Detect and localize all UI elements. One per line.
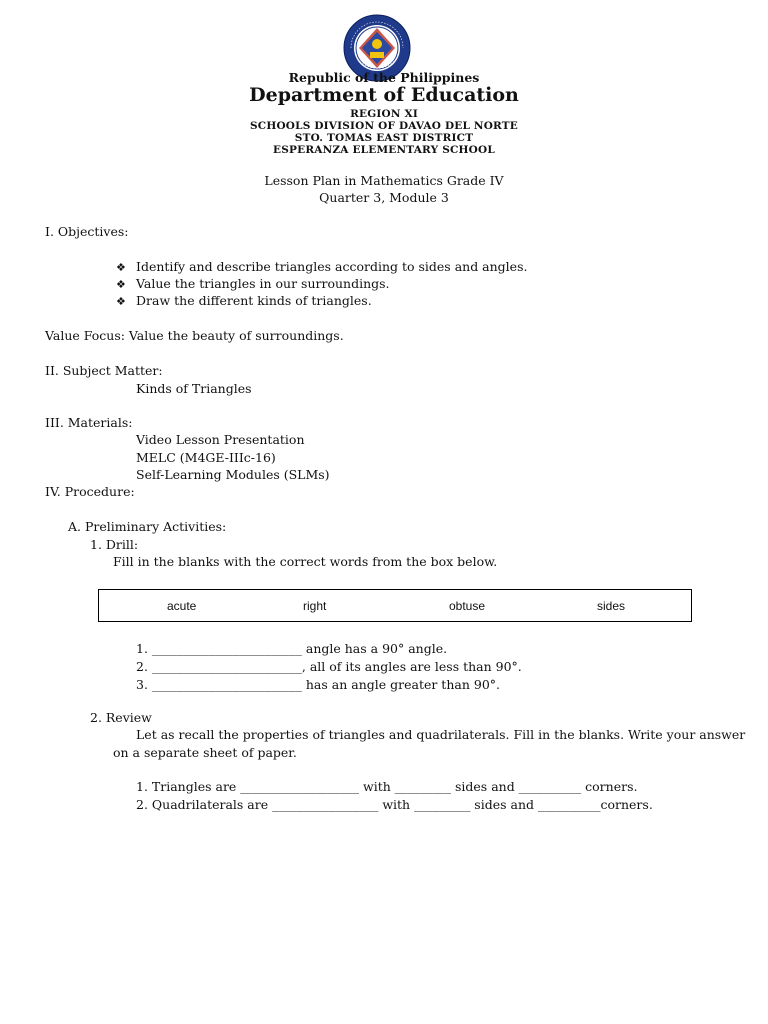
lesson-quarter: Quarter 3, Module 3	[319, 190, 449, 205]
subject-matter-heading: II. Subject Matter:	[45, 363, 163, 378]
material-item: Video Lesson Presentation	[136, 432, 305, 447]
objective-item: ❖ Value the triangles in our surroundings.	[116, 276, 390, 291]
drill-heading: 1. Drill:	[90, 537, 139, 552]
diamond-bullet-icon: ❖	[116, 261, 126, 274]
objectives-heading: I. Objectives:	[45, 224, 129, 239]
drill-instruction: Fill in the blanks with the correct words from the box below.	[113, 554, 498, 569]
diamond-bullet-icon: ❖	[116, 278, 126, 291]
word-choice: right	[303, 599, 327, 613]
procedure-heading: IV. Procedure:	[45, 484, 135, 499]
review-item: 2. Quadrilaterals are _________________ with _________ sides and __________corners.	[136, 797, 653, 812]
header-division: SCHOOLS DIVISION OF DAVAO DEL NORTE	[249, 120, 519, 132]
drill-item: 3. ________________________ has an angle greater than 90°.	[136, 677, 500, 692]
material-item: MELC (M4GE-IIIc-16)	[136, 450, 276, 465]
header-region: REGION XI	[350, 108, 418, 120]
review-heading: 2. Review	[90, 710, 152, 725]
header-school: ESPERANZA ELEMENTARY SCHOOL	[273, 144, 495, 156]
word-choice: sides	[597, 599, 626, 613]
header-district: STO. TOMAS EAST DISTRICT	[294, 132, 474, 144]
drill-item: 1. ________________________ angle has a 90° angle.	[136, 641, 448, 656]
header-department: Department of Education	[249, 84, 519, 106]
preliminary-activities: A. Preliminary Activities:	[68, 519, 227, 534]
review-instruction-continued: on a separate sheet of paper.	[113, 745, 297, 760]
lesson-title: Lesson Plan in Mathematics Grade IV	[264, 173, 504, 188]
value-focus: Value Focus: Value the beauty of surroundings.	[45, 328, 344, 343]
review-item: 1. Triangles are ___________________ with _________ sides and __________ corners.	[136, 779, 638, 794]
subject-matter-content: Kinds of Triangles	[136, 381, 252, 396]
word-choice-box	[98, 589, 692, 622]
drill-item: 2. ________________________, all of its angles are less than 90°.	[136, 659, 522, 674]
word-choice: obtuse	[449, 599, 486, 613]
review-instruction: Let as recall the properties of triangles and quadrilaterals. Fill in the blanks. Write your answer	[136, 727, 746, 742]
word-choice: acute	[167, 599, 197, 613]
material-item: Self-Learning Modules (SLMs)	[136, 467, 330, 482]
objective-item: ❖ Draw the different kinds of triangles.	[116, 293, 372, 308]
header-republic: Republic of the Philippines	[288, 70, 480, 85]
diamond-bullet-icon: ❖	[116, 295, 126, 308]
objective-item: ❖ Identify and describe triangles according to sides and angles.	[116, 259, 528, 274]
materials-heading: III. Materials:	[45, 415, 133, 430]
